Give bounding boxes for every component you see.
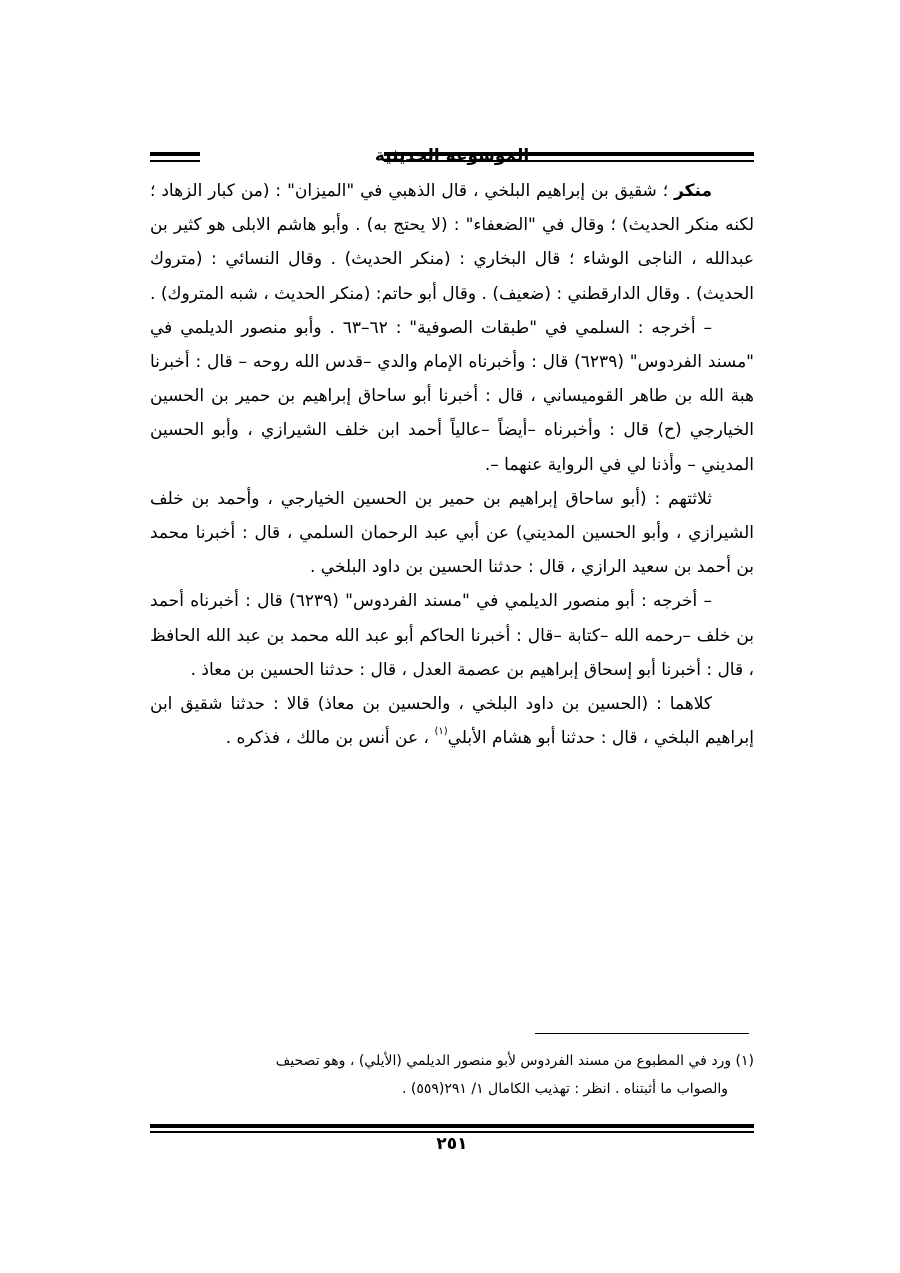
body-text bbox=[150, 174, 754, 755]
paragraph-text: كلاهما : (الحسين بن داود البلخي ، والحسين بن معاذ) قالا : حدثنا شقيق ابن إبراهيم البلخي ، قال : حدثنا أبو هشام الأبلي bbox=[150, 694, 754, 749]
paragraph-5 bbox=[150, 687, 754, 755]
footer-rule-thin bbox=[150, 1131, 754, 1133]
paragraph-4 bbox=[150, 584, 754, 687]
footnote-line-1: (١) ورد في المطبوع من مسند الفردوس لأبو منصور الديلمي (الأيلي) ، وهو تصحيف bbox=[275, 1053, 754, 1069]
paragraph-2 bbox=[150, 311, 754, 482]
paragraph-1 bbox=[150, 174, 754, 311]
footer-rule-thick bbox=[150, 1124, 754, 1128]
paragraph-3 bbox=[150, 482, 754, 585]
paragraph-text-after: ، عن أنس بن مالك ، فذكره . bbox=[225, 728, 435, 749]
header-title: الموسوعة الحديثية bbox=[374, 146, 530, 166]
verdict-term: منكر bbox=[674, 181, 712, 201]
running-header bbox=[150, 139, 754, 173]
paragraph-text: ثلاثتهم : (أبو ساحاق إبراهيم بن حمير بن الحسين الخيارجي ، وأحمد بن خلف الشيرازي ، وأبو الحسين المديني) عن أبي عبد الرحمان السلمي ، قال : أخبرنا محمد بن أحمد بن سعيد الرازي ، قال : حدثنا الحسين بن داود البلخي . bbox=[150, 488, 754, 578]
footnote-marker: (١) bbox=[434, 726, 448, 738]
footnote-separator bbox=[535, 1033, 749, 1034]
footnote bbox=[150, 1047, 754, 1103]
paragraph-text: – أخرجه : أبو منصور الديلمي في "مسند الفردوس" (٦٢٣٩) قال : أخبرناه أحمد بن خلف –رحمه الله –كتابة –قال : أخبرنا الحاكم أبو عبد الله محمد بن عبد الله الحافظ ، قال : أخبرنا أبو إسحاق إبراهيم بن عصمة العدل ، قال : حدثنا الحسين بن معاذ . bbox=[150, 591, 754, 680]
paragraph-text: – أخرجه : السلمي في "طبقات الصوفية" : ٦٢–٦٣ . وأبو منصور الديلمي في "مسند الفردوس" (٦٢٣٩) قال : وأخبرناه الإمام والدي –قدس الله روحه – قال : أخبرنا هبة الله بن طاهر القوميساني ، قال : أخبرنا أبو ساحاق إبراهيم بن حمير بن الحسين الخيارجي (ح) قال : وأخبرناه –أيضاً –عالياً أحمد ابن خلف الشيرازي ، وأبو الحسين المديني – وأذنا لي في الرواية عنهما –. bbox=[150, 317, 754, 475]
footnote-line-2: والصواب ما أثبتناه . انظر : تهذيب الكامال ١/ ٢٩١(٥٥٩) . bbox=[401, 1081, 728, 1097]
paragraph-text: ؛ شقيق بن إبراهيم البلخي ، قال الذهبي في "الميزان" : (من كبار الزهاد ؛ لكنه منكر الحديث) ؛ وقال في "الضعفاء" : (لا يحتج به) . وأبو هاشم الابلى هو كثير بن عبدالله ، الناجى الوشاء ؛ قال البخاري : (منكر الحديث) . وقال النسائي : (متروك الحديث) . وقال الدارقطني : (ضعيف) . وقال أبو حاتم: (منكر الحديث ، شبه المتروك) . bbox=[150, 181, 754, 304]
page-number: ٢٥١ bbox=[436, 1134, 468, 1154]
